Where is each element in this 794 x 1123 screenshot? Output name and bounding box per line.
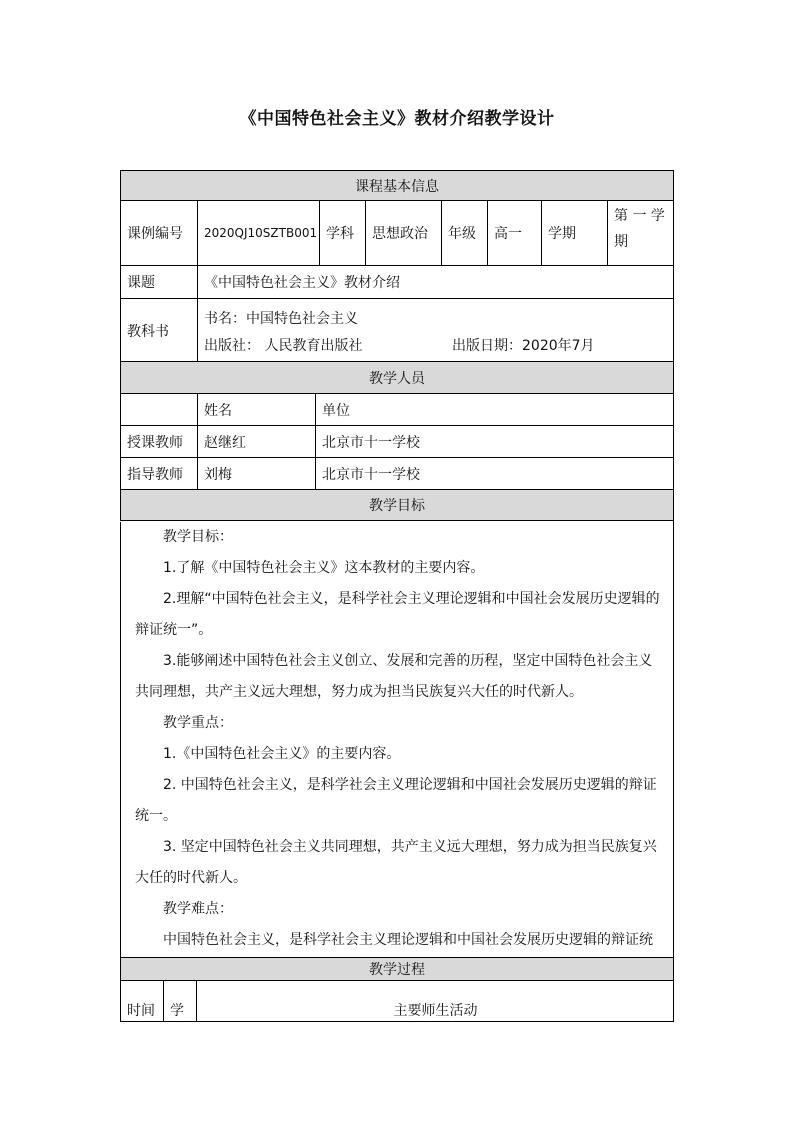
table-bottom-border	[120, 1021, 674, 1022]
objectives-section-header	[120, 489, 674, 521]
basic-info-section-header	[120, 170, 674, 201]
term-value-line-2: 期	[614, 234, 628, 250]
teacher-unit: 北京市十一学校	[315, 425, 674, 457]
document-title: 《中国特色社会主义》教材介绍教学设计	[239, 109, 555, 129]
objectives-paragraph-5: 教学重点：	[163, 715, 233, 731]
grade-label: 年级	[441, 200, 487, 265]
book-name: 书名：中国特色社会主义	[204, 311, 358, 327]
teacher-name: 赵继红	[197, 425, 315, 457]
term-label: 学期	[541, 200, 607, 265]
subject-value: 思想政治	[365, 200, 441, 265]
advisor-role: 指导教师	[120, 457, 198, 489]
term-value-line-1: 第 一 学	[614, 208, 665, 224]
process-section-title: 教学过程	[369, 962, 425, 978]
process-section-header	[120, 957, 674, 981]
basic-info-section-title: 课程基本信息	[355, 178, 439, 195]
study-label: 学	[163, 980, 197, 1022]
objectives-paragraph-2: 1.了解《中国特色社会主义》这本教材的主要内容。	[163, 560, 485, 576]
objectives-paragraph-8: 3. 坚定中国特色社会主义共同理想，共产主义远大理想，努力成为担当民族复兴大任的时代新人。	[135, 839, 657, 886]
staff-name-header: 姓名	[197, 393, 315, 425]
objectives-paragraph-1: 教学目标：	[163, 529, 233, 545]
topic-label: 课题	[120, 265, 198, 298]
table-right-border	[673, 170, 674, 1022]
publisher-line	[204, 333, 674, 359]
textbook-label: 教科书	[120, 298, 198, 362]
staff-unit-header: 单位	[315, 393, 674, 425]
publisher: 出版社： 人民教育出版社	[204, 338, 363, 354]
objectives-content	[120, 522, 674, 958]
case-number-value: 2020QJ10SZTB001	[197, 200, 319, 265]
objectives-paragraph-9: 教学难点：	[163, 901, 233, 917]
subject-label: 学科	[319, 200, 365, 265]
advisor-unit: 北京市十一学校	[315, 457, 674, 489]
time-label: 时间	[120, 980, 163, 1022]
term-value	[607, 200, 674, 265]
objectives-paragraph-10: 中国特色社会主义，是科学社会主义理论逻辑和中国社会发展历史逻辑的辩证统	[163, 932, 653, 948]
staff-section-title: 教学人员	[369, 370, 425, 387]
publish-date: 出版日期：2020年7月	[452, 338, 595, 354]
objectives-paragraph-4: 3.能够阐述中国特色社会主义创立、发展和完善的历程，坚定中国特色社会主义共同理想，共产主义远大理想，努力成为担当民族复兴大任的时代新人。	[135, 653, 653, 700]
staff-section-header	[120, 361, 674, 394]
grade-value: 高一	[487, 200, 541, 265]
objectives-section-title: 教学目标	[369, 498, 425, 514]
objectives-paragraph-3: 2.理解“中国特色社会主义，是科学社会主义理论逻辑和中国社会发展历史逻辑的辩证统一”。	[135, 591, 660, 638]
objectives-paragraph-6: 1.《中国特色社会主义》的主要内容。	[163, 746, 401, 762]
activity-label: 主要师生活动	[196, 980, 674, 1022]
advisor-name: 刘梅	[197, 457, 315, 489]
case-number-label: 课例编号	[120, 200, 198, 265]
topic-value: 《中国特色社会主义》教材介绍	[197, 265, 674, 298]
staff-role-header	[120, 393, 198, 425]
teacher-role: 授课教师	[120, 425, 198, 457]
objectives-paragraph-7: 2. 中国特色社会主义，是科学社会主义理论逻辑和中国社会发展历史逻辑的辩证统一。	[135, 777, 657, 824]
textbook-details	[197, 298, 674, 362]
